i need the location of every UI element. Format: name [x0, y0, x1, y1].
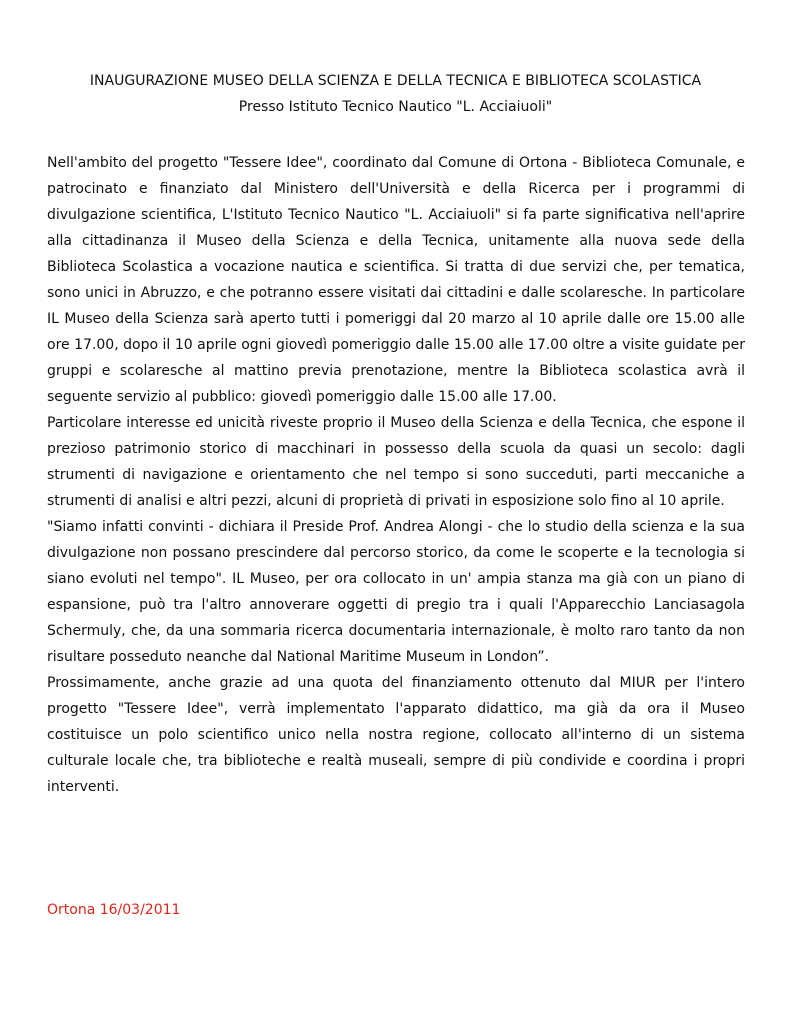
- document-title: INAUGURAZIONE MUSEO DELLA SCIENZA E DELLA TECNICA E BIBLIOTECA SCOLASTICA: [89, 73, 702, 89]
- date-signature: Ortona 16/03/2011: [47, 902, 181, 918]
- paragraph-quote: "Siamo infatti convinti - dichiara il Preside Prof. Andrea Alongi - che lo studio della scienza e la sua divulgazione non possano prescindere dal percorso storico, da come le scoperte e la tecnologia si siano evoluti nel tempo". IL Museo, per ora collocato in un' ampia stanza ma già con un piano di espansione, può tra l'altro annoverare oggetti di pregio tra i quali l'Apparecchio Lanciasagola Schermuly, che, da una sommaria ricerca documentaria internazionale, è molto raro tanto da non risultare posseduto neanche dal National Maritime Museum in London”.: [47, 519, 745, 665]
- paragraph-future: Prossimamente, anche grazie ad una quota del finanziamento ottenuto dal MIUR per l'intero progetto "Tessere Idee", verrà implementato l'apparato didattico, ma già da ora il Museo costituisce un polo scientifico unico nella nostra regione, collocato all'interno di un sistema culturale locale che, tra biblioteche e realtà museali, sempre di più condivide e coordina i propri interventi.: [47, 675, 745, 795]
- paragraph-museum: Particolare interesse ed unicità riveste proprio il Museo della Scienza e della Tecnica, che espone il prezioso patrimonio storico di macchinari in possesso della scuola da quasi un secolo: dagli strumenti di navigazione e orientamento che nel tempo si sono succeduti, parti meccaniche a strumenti di analisi e altri pezzi, alcuni di proprietà di privati in esposizione solo fino al 10 aprile.: [47, 415, 745, 509]
- document-body: [47, 150, 745, 800]
- paragraph-intro: Nell'ambito del progetto "Tessere Idee", coordinato dal Comune di Ortona - Biblioteca Comunale, e patrocinato e finanziato dal Ministero dell'Università e della Ricerca per i programmi di divulgazione scientifica, L'Istituto Tecnico Nautico "L. Acciaiuoli" si fa parte significativa nell'aprire alla cittadinanza il Museo della Scienza e della Tecnica, unitamente alla nuova sede della Biblioteca Scolastica a vocazione nautica e scientifica. Si tratta di due servizi che, per tematica, sono unici in Abruzzo, e che potranno essere visitati dai cittadini e dalle scolaresche. In particolare IL Museo della Scienza sarà aperto tutti i pomeriggi dal 20 marzo al 10 aprile dalle ore 15.00 alle ore 17.00, dopo il 10 aprile ogni giovedì pomeriggio dalle 15.00 alle 17.00 oltre a visite guidate per gruppi e scolaresche al mattino previa prenotazione, mentre la Biblioteca scolastica avrà il seguente servizio al pubblico: giovedì pomeriggio dalle 15.00 alle 17.00.: [47, 155, 745, 405]
- document-subtitle: Presso Istituto Tecnico Nautico "L. Acciaiuoli": [238, 99, 553, 115]
